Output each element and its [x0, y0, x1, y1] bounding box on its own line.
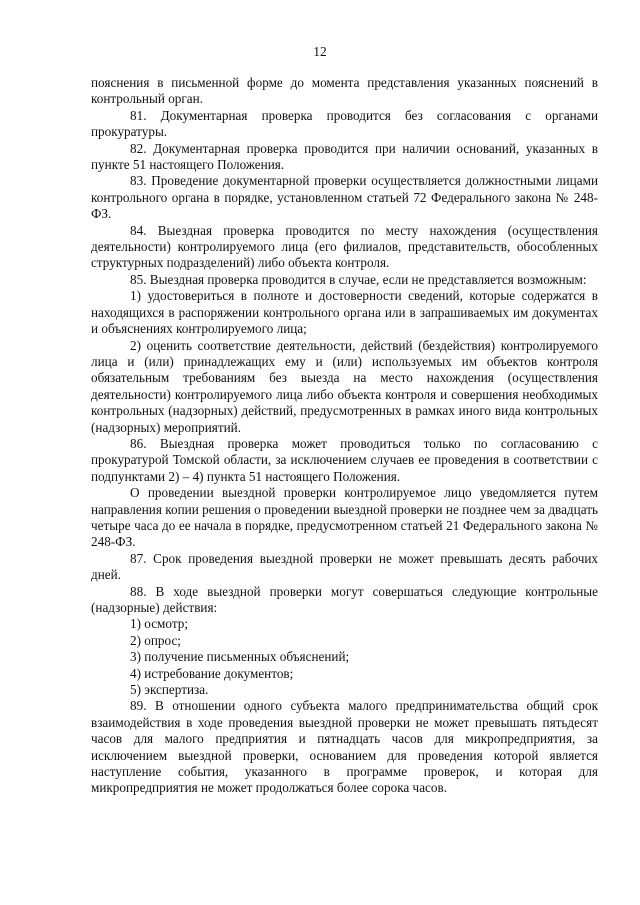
paragraph-88: 88. В ходе выездной проверки могут совершаться следующие контрольные (надзорные) действия:	[91, 583, 598, 615]
paragraph-89: 89. В отношении одного субъекта малого предпринимательства общий срок взаимодействия в ходе проведения выездной проверки не может превышать пятьдесят часов для малого предприятия и пятнадцать часов для микропредприятия, за исключением выездной проверки, основанием для проведения которой является наступление события, указанного в программе проверок, и которая для микропредприятия не может продолжаться более сорока часов.	[91, 698, 598, 796]
paragraph-85: 85. Выездная проверка проводится в случае, если не представляется возможным:	[130, 271, 587, 287]
paragraph-86: 86. Выездная проверка может проводиться только по согласованию с прокуратурой Томской области, за исключением случаев ее проведения в соответствии с подпунктами 2) – 4) пункта 51 настоящего Положения.	[91, 435, 598, 484]
paragraph-88-item-2: 2) опрос;	[130, 632, 181, 648]
paragraph-83: 83. Проведение документарной проверки осуществляется должностными лицами контрольного органа в порядке, установленном статьей 72 Федерального закона № 248-ФЗ.	[91, 173, 598, 222]
paragraph-continuation: пояснения в письменной форме до момента представления указанных пояснений в контрольный орган.	[91, 75, 598, 107]
paragraph-82: 82. Документарная проверка проводится при наличии оснований, указанных в пункте 51 настоящего Положения.	[91, 140, 598, 173]
paragraph-88-item-1: 1) осмотр;	[130, 616, 189, 632]
paragraph-81: 81. Документарная проверка проводится без согласования с органами прокуратуры.	[91, 107, 598, 140]
document-body	[91, 75, 598, 797]
page-number: 12	[313, 44, 327, 59]
paragraph-88-item-5: 5) экспертиза.	[130, 682, 209, 698]
paragraph-85-item-2: 2) оценить соответствие деятельности, действий (бездействия) контролируемого лица и (или) принадлежащих ему и (или) используемых им объектов контроля обязательным требованиям без выезда на место нахождения (осуществления деятельности) контролируемого лица либо объекта контроля и совершения необходимых контрольных (надзорных) действий, предусмотренных в рамках иного вида контрольных (надзорных) мероприятий.	[91, 337, 598, 435]
paragraph-88-item-3: 3) получение письменных объяснений;	[130, 649, 350, 665]
paragraph-88-item-4: 4) истребование документов;	[130, 665, 294, 681]
paragraph-85-item-1: 1) удостовериться в полноте и достоверности сведений, которые содержатся в находящихся в распоряжении контрольного органа или в запрашиваемых им документах и объяснениях контролируемого лица;	[91, 288, 598, 337]
paragraph-86-notice: О проведении выездной проверки контролируемое лицо уведомляется путем направления копии решения о проведении выездной проверки не позднее чем за двадцать четыре часа до ее начала в порядке, предусмотренном статьей 21 Федерального закона № 248-ФЗ.	[91, 485, 598, 550]
paragraph-87: 87. Срок проведения выездной проверки не может превышать десять рабочих дней.	[91, 550, 598, 583]
paragraph-84: 84. Выездная проверка проводится по месту нахождения (осуществления деятельности) контролируемого лица (его филиалов, представительств, обособленных структурных подразделений) либо объекта контроля.	[91, 222, 598, 271]
